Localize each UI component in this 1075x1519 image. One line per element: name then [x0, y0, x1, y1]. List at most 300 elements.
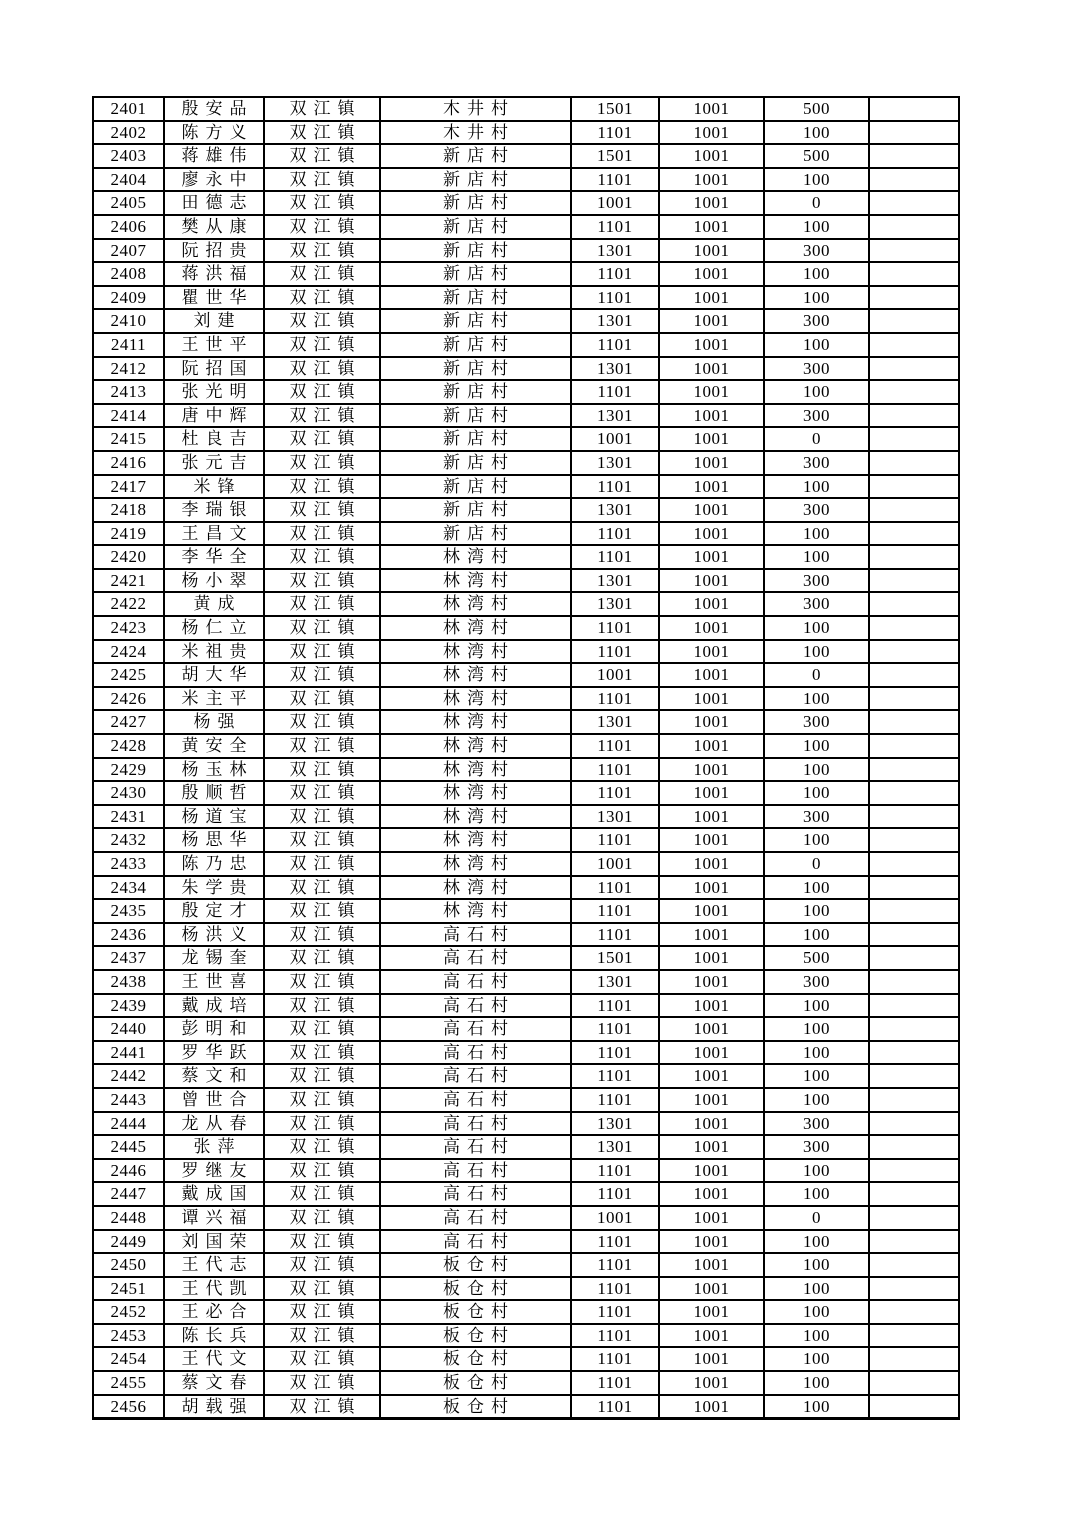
amount-total-cell: 1101 [571, 1182, 659, 1206]
serial-number-cell: 2402 [93, 121, 164, 145]
table-row [93, 121, 959, 145]
amount-total-cell: 1101 [571, 1324, 659, 1348]
amount-extra-cell: 100 [764, 781, 869, 805]
amount-total-cell: 1001 [571, 191, 659, 215]
table-row [93, 239, 959, 263]
table-row [93, 168, 959, 192]
village-cell: 林湾村 [380, 805, 571, 829]
amount-extra-cell: 0 [764, 191, 869, 215]
serial-number-cell: 2442 [93, 1064, 164, 1088]
blank-cell [869, 1159, 959, 1183]
blank-cell [869, 923, 959, 947]
amount-total-cell: 1101 [571, 616, 659, 640]
person-name-cell: 张光明 [164, 380, 264, 404]
table-row [93, 1064, 959, 1088]
table-row [93, 404, 959, 428]
blank-cell [869, 710, 959, 734]
serial-number-cell: 2432 [93, 828, 164, 852]
person-name-cell: 廖永中 [164, 168, 264, 192]
amount-total-cell: 1101 [571, 522, 659, 546]
amount-total-cell: 1101 [571, 1395, 659, 1419]
village-cell: 板仓村 [380, 1371, 571, 1395]
table-row [93, 451, 959, 475]
amount-total-cell: 1101 [571, 121, 659, 145]
amount-extra-cell: 100 [764, 758, 869, 782]
amount-extra-cell: 100 [764, 1277, 869, 1301]
person-name-cell: 米锋 [164, 475, 264, 499]
town-cell: 双江镇 [264, 805, 380, 829]
blank-cell [869, 1135, 959, 1159]
serial-number-cell: 2404 [93, 168, 164, 192]
town-cell: 双江镇 [264, 97, 380, 121]
amount-base-cell: 1001 [659, 758, 764, 782]
town-cell: 双江镇 [264, 262, 380, 286]
person-name-cell: 杨强 [164, 710, 264, 734]
table-row [93, 592, 959, 616]
amount-total-cell: 1101 [571, 923, 659, 947]
amount-base-cell: 1001 [659, 97, 764, 121]
person-name-cell: 王世喜 [164, 970, 264, 994]
village-cell: 高石村 [380, 946, 571, 970]
amount-base-cell: 1001 [659, 498, 764, 522]
blank-cell [869, 215, 959, 239]
amount-total-cell: 1101 [571, 828, 659, 852]
table-row [93, 1206, 959, 1230]
village-cell: 林湾村 [380, 781, 571, 805]
person-name-cell: 王世平 [164, 333, 264, 357]
serial-number-cell: 2433 [93, 852, 164, 876]
amount-total-cell: 1301 [571, 239, 659, 263]
town-cell: 双江镇 [264, 144, 380, 168]
serial-number-cell: 2418 [93, 498, 164, 522]
table-row [93, 1253, 959, 1277]
amount-extra-cell: 100 [764, 1230, 869, 1254]
person-name-cell: 胡载强 [164, 1395, 264, 1419]
amount-base-cell: 1001 [659, 876, 764, 900]
amount-total-cell: 1101 [571, 876, 659, 900]
amount-total-cell: 1101 [571, 1041, 659, 1065]
serial-number-cell: 2431 [93, 805, 164, 829]
amount-extra-cell: 500 [764, 946, 869, 970]
person-name-cell: 龙锡奎 [164, 946, 264, 970]
amount-total-cell: 1301 [571, 805, 659, 829]
blank-cell [869, 687, 959, 711]
town-cell: 双江镇 [264, 1206, 380, 1230]
amount-base-cell: 1001 [659, 640, 764, 664]
serial-number-cell: 2416 [93, 451, 164, 475]
table-row [93, 1182, 959, 1206]
town-cell: 双江镇 [264, 1159, 380, 1183]
table-row [93, 687, 959, 711]
village-cell: 新店村 [380, 427, 571, 451]
amount-extra-cell: 500 [764, 97, 869, 121]
table-row [93, 876, 959, 900]
blank-cell [869, 663, 959, 687]
town-cell: 双江镇 [264, 191, 380, 215]
amount-base-cell: 1001 [659, 1182, 764, 1206]
blank-cell [869, 899, 959, 923]
amount-total-cell: 1101 [571, 899, 659, 923]
amount-base-cell: 1001 [659, 168, 764, 192]
table-row [93, 357, 959, 381]
serial-number-cell: 2437 [93, 946, 164, 970]
amount-extra-cell: 100 [764, 994, 869, 1018]
town-cell: 双江镇 [264, 215, 380, 239]
town-cell: 双江镇 [264, 1395, 380, 1419]
amount-extra-cell: 100 [764, 522, 869, 546]
serial-number-cell: 2422 [93, 592, 164, 616]
serial-number-cell: 2441 [93, 1041, 164, 1065]
amount-total-cell: 1101 [571, 640, 659, 664]
town-cell: 双江镇 [264, 1300, 380, 1324]
table-row [93, 1135, 959, 1159]
town-cell: 双江镇 [264, 427, 380, 451]
amount-base-cell: 1001 [659, 569, 764, 593]
amount-base-cell: 1001 [659, 333, 764, 357]
amount-base-cell: 1001 [659, 734, 764, 758]
blank-cell [869, 97, 959, 121]
town-cell: 双江镇 [264, 333, 380, 357]
village-cell: 新店村 [380, 191, 571, 215]
village-cell: 高石村 [380, 1041, 571, 1065]
blank-cell [869, 1182, 959, 1206]
table-row [93, 262, 959, 286]
serial-number-cell: 2417 [93, 475, 164, 499]
blank-cell [869, 286, 959, 310]
village-cell: 新店村 [380, 333, 571, 357]
amount-base-cell: 1001 [659, 1253, 764, 1277]
town-cell: 双江镇 [264, 828, 380, 852]
town-cell: 双江镇 [264, 1324, 380, 1348]
amount-total-cell: 1101 [571, 687, 659, 711]
roster-table [92, 96, 960, 1420]
blank-cell [869, 734, 959, 758]
village-cell: 林湾村 [380, 899, 571, 923]
village-cell: 板仓村 [380, 1253, 571, 1277]
table-row [93, 569, 959, 593]
town-cell: 双江镇 [264, 1135, 380, 1159]
town-cell: 双江镇 [264, 1277, 380, 1301]
amount-total-cell: 1301 [571, 569, 659, 593]
serial-number-cell: 2451 [93, 1277, 164, 1301]
table-row [93, 1300, 959, 1324]
table-row [93, 309, 959, 333]
blank-cell [869, 828, 959, 852]
amount-base-cell: 1001 [659, 309, 764, 333]
village-cell: 新店村 [380, 215, 571, 239]
person-name-cell: 蔡文和 [164, 1064, 264, 1088]
village-cell: 林湾村 [380, 828, 571, 852]
town-cell: 双江镇 [264, 1112, 380, 1136]
amount-total-cell: 1101 [571, 1300, 659, 1324]
town-cell: 双江镇 [264, 1253, 380, 1277]
person-name-cell: 王必合 [164, 1300, 264, 1324]
amount-total-cell: 1501 [571, 97, 659, 121]
village-cell: 板仓村 [380, 1324, 571, 1348]
amount-extra-cell: 100 [764, 333, 869, 357]
amount-extra-cell: 100 [764, 1395, 869, 1419]
town-cell: 双江镇 [264, 545, 380, 569]
amount-base-cell: 1001 [659, 144, 764, 168]
village-cell: 高石村 [380, 923, 571, 947]
amount-extra-cell: 100 [764, 1182, 869, 1206]
amount-extra-cell: 100 [764, 475, 869, 499]
person-name-cell: 罗华跃 [164, 1041, 264, 1065]
blank-cell [869, 994, 959, 1018]
blank-cell [869, 380, 959, 404]
town-cell: 双江镇 [264, 121, 380, 145]
blank-cell [869, 498, 959, 522]
amount-base-cell: 1001 [659, 286, 764, 310]
table-row [93, 1112, 959, 1136]
serial-number-cell: 2409 [93, 286, 164, 310]
table-row [93, 828, 959, 852]
amount-base-cell: 1001 [659, 475, 764, 499]
amount-extra-cell: 300 [764, 805, 869, 829]
amount-total-cell: 1101 [571, 1371, 659, 1395]
table-row [93, 380, 959, 404]
village-cell: 高石村 [380, 1206, 571, 1230]
amount-extra-cell: 100 [764, 876, 869, 900]
town-cell: 双江镇 [264, 451, 380, 475]
town-cell: 双江镇 [264, 923, 380, 947]
serial-number-cell: 2425 [93, 663, 164, 687]
person-name-cell: 陈乃忠 [164, 852, 264, 876]
serial-number-cell: 2455 [93, 1371, 164, 1395]
blank-cell [869, 640, 959, 664]
blank-cell [869, 1206, 959, 1230]
town-cell: 双江镇 [264, 1182, 380, 1206]
person-name-cell: 陈长兵 [164, 1324, 264, 1348]
amount-base-cell: 1001 [659, 1230, 764, 1254]
person-name-cell: 黄成 [164, 592, 264, 616]
amount-total-cell: 1101 [571, 333, 659, 357]
amount-base-cell: 1001 [659, 1324, 764, 1348]
amount-total-cell: 1301 [571, 970, 659, 994]
town-cell: 双江镇 [264, 970, 380, 994]
amount-extra-cell: 300 [764, 710, 869, 734]
person-name-cell: 罗继友 [164, 1159, 264, 1183]
town-cell: 双江镇 [264, 1088, 380, 1112]
serial-number-cell: 2435 [93, 899, 164, 923]
amount-base-cell: 1001 [659, 522, 764, 546]
person-name-cell: 樊从康 [164, 215, 264, 239]
person-name-cell: 王代文 [164, 1347, 264, 1371]
village-cell: 高石村 [380, 1064, 571, 1088]
village-cell: 林湾村 [380, 852, 571, 876]
table-row [93, 710, 959, 734]
person-name-cell: 刘建 [164, 309, 264, 333]
amount-total-cell: 1301 [571, 592, 659, 616]
town-cell: 双江镇 [264, 475, 380, 499]
amount-base-cell: 1001 [659, 1135, 764, 1159]
blank-cell [869, 309, 959, 333]
amount-extra-cell: 300 [764, 592, 869, 616]
table-row [93, 1159, 959, 1183]
serial-number-cell: 2434 [93, 876, 164, 900]
table-row [93, 1041, 959, 1065]
amount-total-cell: 1301 [571, 404, 659, 428]
serial-number-cell: 2428 [93, 734, 164, 758]
blank-cell [869, 1395, 959, 1419]
amount-extra-cell: 100 [764, 1347, 869, 1371]
amount-total-cell: 1101 [571, 1017, 659, 1041]
village-cell: 林湾村 [380, 687, 571, 711]
serial-number-cell: 2439 [93, 994, 164, 1018]
table-row [93, 946, 959, 970]
amount-total-cell: 1101 [571, 1347, 659, 1371]
town-cell: 双江镇 [264, 1371, 380, 1395]
serial-number-cell: 2419 [93, 522, 164, 546]
serial-number-cell: 2446 [93, 1159, 164, 1183]
amount-extra-cell: 100 [764, 1253, 869, 1277]
person-name-cell: 王代志 [164, 1253, 264, 1277]
town-cell: 双江镇 [264, 1017, 380, 1041]
table-row [93, 734, 959, 758]
amount-base-cell: 1001 [659, 1347, 764, 1371]
person-name-cell: 杨玉林 [164, 758, 264, 782]
village-cell: 林湾村 [380, 640, 571, 664]
person-name-cell: 杨道宝 [164, 805, 264, 829]
town-cell: 双江镇 [264, 168, 380, 192]
serial-number-cell: 2408 [93, 262, 164, 286]
amount-base-cell: 1001 [659, 710, 764, 734]
serial-number-cell: 2449 [93, 1230, 164, 1254]
person-name-cell: 王代凯 [164, 1277, 264, 1301]
town-cell: 双江镇 [264, 710, 380, 734]
serial-number-cell: 2427 [93, 710, 164, 734]
village-cell: 高石村 [380, 1230, 571, 1254]
amount-total-cell: 1301 [571, 1112, 659, 1136]
serial-number-cell: 2406 [93, 215, 164, 239]
amount-extra-cell: 100 [764, 734, 869, 758]
blank-cell [869, 545, 959, 569]
person-name-cell: 戴成国 [164, 1182, 264, 1206]
amount-total-cell: 1301 [571, 498, 659, 522]
person-name-cell: 黄安全 [164, 734, 264, 758]
village-cell: 新店村 [380, 286, 571, 310]
amount-total-cell: 1101 [571, 1253, 659, 1277]
amount-extra-cell: 100 [764, 1041, 869, 1065]
amount-extra-cell: 300 [764, 1112, 869, 1136]
village-cell: 林湾村 [380, 758, 571, 782]
amount-base-cell: 1001 [659, 994, 764, 1018]
serial-number-cell: 2414 [93, 404, 164, 428]
village-cell: 林湾村 [380, 592, 571, 616]
village-cell: 新店村 [380, 451, 571, 475]
person-name-cell: 殷顺哲 [164, 781, 264, 805]
amount-base-cell: 1001 [659, 357, 764, 381]
serial-number-cell: 2450 [93, 1253, 164, 1277]
blank-cell [869, 781, 959, 805]
person-name-cell: 谭兴福 [164, 1206, 264, 1230]
village-cell: 新店村 [380, 309, 571, 333]
village-cell: 新店村 [380, 144, 571, 168]
person-name-cell: 王昌文 [164, 522, 264, 546]
amount-total-cell: 1101 [571, 475, 659, 499]
town-cell: 双江镇 [264, 663, 380, 687]
town-cell: 双江镇 [264, 380, 380, 404]
village-cell: 林湾村 [380, 663, 571, 687]
serial-number-cell: 2415 [93, 427, 164, 451]
serial-number-cell: 2413 [93, 380, 164, 404]
blank-cell [869, 758, 959, 782]
village-cell: 板仓村 [380, 1277, 571, 1301]
table-row [93, 498, 959, 522]
person-name-cell: 戴成培 [164, 994, 264, 1018]
blank-cell [869, 1230, 959, 1254]
amount-total-cell: 1101 [571, 168, 659, 192]
blank-cell [869, 333, 959, 357]
amount-extra-cell: 100 [764, 899, 869, 923]
village-cell: 高石村 [380, 1159, 571, 1183]
table-row [93, 545, 959, 569]
table-row [93, 286, 959, 310]
amount-extra-cell: 500 [764, 144, 869, 168]
amount-extra-cell: 100 [764, 1088, 869, 1112]
amount-total-cell: 1101 [571, 1064, 659, 1088]
amount-base-cell: 1001 [659, 592, 764, 616]
amount-extra-cell: 100 [764, 1324, 869, 1348]
town-cell: 双江镇 [264, 522, 380, 546]
amount-base-cell: 1001 [659, 545, 764, 569]
table-row [93, 427, 959, 451]
amount-base-cell: 1001 [659, 1206, 764, 1230]
person-name-cell: 李华全 [164, 545, 264, 569]
amount-total-cell: 1301 [571, 451, 659, 475]
serial-number-cell: 2447 [93, 1182, 164, 1206]
amount-extra-cell: 100 [764, 1064, 869, 1088]
person-name-cell: 龙从春 [164, 1112, 264, 1136]
blank-cell [869, 1277, 959, 1301]
town-cell: 双江镇 [264, 357, 380, 381]
town-cell: 双江镇 [264, 1347, 380, 1371]
table-row [93, 1371, 959, 1395]
amount-base-cell: 1001 [659, 899, 764, 923]
amount-extra-cell: 100 [764, 1371, 869, 1395]
amount-total-cell: 1001 [571, 427, 659, 451]
serial-number-cell: 2453 [93, 1324, 164, 1348]
person-name-cell: 杨思华 [164, 828, 264, 852]
table-row [93, 1088, 959, 1112]
blank-cell [869, 1088, 959, 1112]
amount-total-cell: 1101 [571, 1159, 659, 1183]
blank-cell [869, 1041, 959, 1065]
table-row [93, 805, 959, 829]
village-cell: 新店村 [380, 239, 571, 263]
person-name-cell: 殷安品 [164, 97, 264, 121]
blank-cell [869, 852, 959, 876]
amount-base-cell: 1001 [659, 1112, 764, 1136]
blank-cell [869, 191, 959, 215]
village-cell: 高石村 [380, 1088, 571, 1112]
amount-base-cell: 1001 [659, 427, 764, 451]
blank-cell [869, 876, 959, 900]
amount-extra-cell: 100 [764, 215, 869, 239]
table-row [93, 144, 959, 168]
table-row [93, 899, 959, 923]
person-name-cell: 田德志 [164, 191, 264, 215]
blank-cell [869, 1347, 959, 1371]
blank-cell [869, 239, 959, 263]
table-row [93, 215, 959, 239]
person-name-cell: 杨小翠 [164, 569, 264, 593]
blank-cell [869, 168, 959, 192]
table-row [93, 1230, 959, 1254]
town-cell: 双江镇 [264, 1230, 380, 1254]
serial-number-cell: 2405 [93, 191, 164, 215]
table-row [93, 522, 959, 546]
